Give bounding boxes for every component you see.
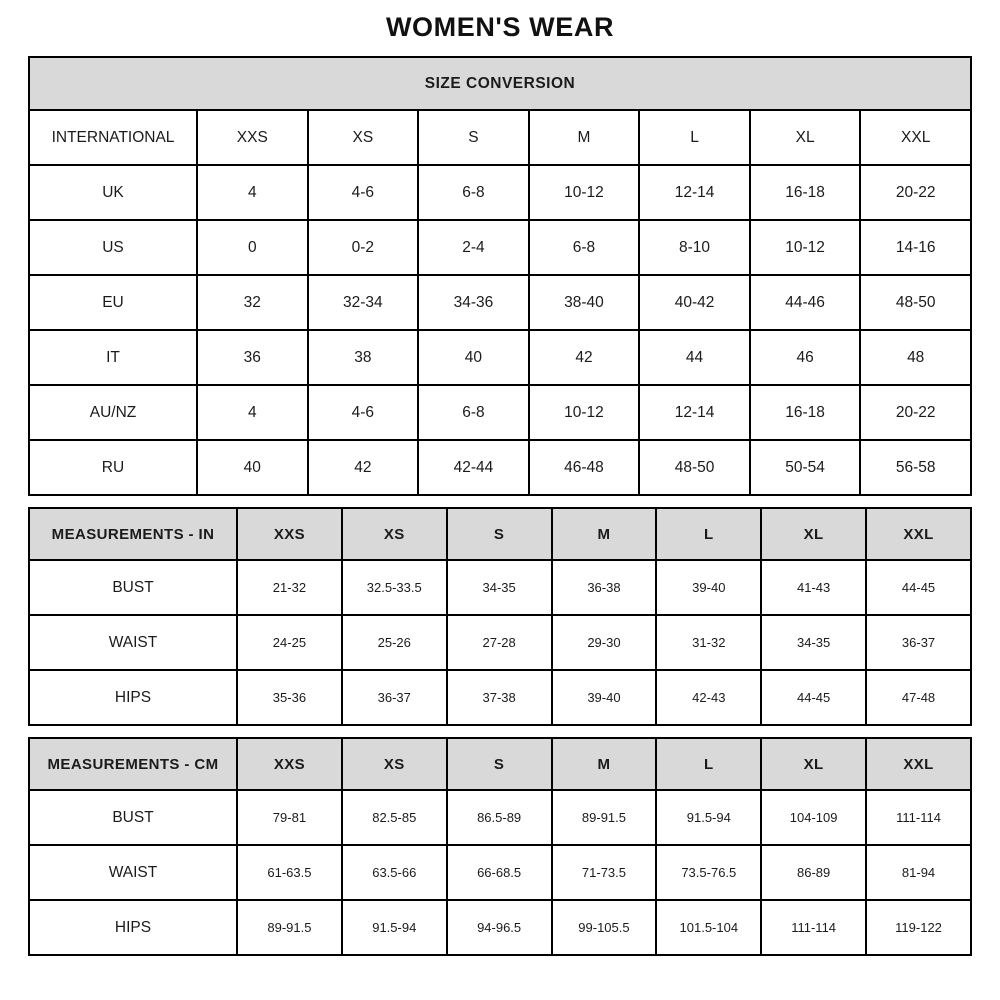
table-cell-bust-xxl: 111-114 [866,790,971,845]
table-cell-au-nz-l: 12-14 [639,385,750,440]
table-cell-uk-s: 6-8 [418,165,529,220]
column-header-measurements-in: MEASUREMENTS - IN [29,508,237,560]
table-cell-hips-m: 99-105.5 [552,900,657,955]
table-row-hips [29,900,971,955]
table-cell-hips-xs: 91.5-94 [342,900,447,955]
column-header-international: INTERNATIONAL [29,110,197,165]
row-label-hips: HIPS [29,670,237,725]
table-cell-ru-l: 48-50 [639,440,750,495]
table-cell-ru-xxl: 56-58 [860,440,971,495]
table-cell-bust-xs: 32.5-33.5 [342,560,447,615]
table-cell-hips-xl: 44-45 [761,670,866,725]
column-header-s: S [418,110,529,165]
table-cell-uk-xxl: 20-22 [860,165,971,220]
table-cell-us-m: 6-8 [529,220,640,275]
row-label-uk: UK [29,165,197,220]
column-header-m: M [552,738,657,790]
table-cell-uk-m: 10-12 [529,165,640,220]
table-row-us [29,220,971,275]
table-cell-waist-xs: 63.5-66 [342,845,447,900]
column-header-m: M [552,508,657,560]
table-cell-eu-xs: 32-34 [308,275,419,330]
table-row-waist [29,845,971,900]
column-header-m: M [529,110,640,165]
table-cell-eu-l: 40-42 [639,275,750,330]
measurements-in-header-row [29,508,971,560]
table-cell-it-xxs: 36 [197,330,308,385]
table-cell-us-l: 8-10 [639,220,750,275]
column-header-xl: XL [750,110,861,165]
measurements-cm-header-row [29,738,971,790]
row-label-ru: RU [29,440,197,495]
table-row-bust [29,790,971,845]
table-cell-eu-s: 34-36 [418,275,529,330]
table-cell-ru-xs: 42 [308,440,419,495]
column-header-xxs: XXS [237,508,342,560]
row-label-hips: HIPS [29,900,237,955]
table-cell-it-xs: 38 [308,330,419,385]
table-cell-us-xl: 10-12 [750,220,861,275]
table-cell-hips-s: 37-38 [447,670,552,725]
table-cell-bust-l: 91.5-94 [656,790,761,845]
column-header-xl: XL [761,738,866,790]
table-cell-bust-xs: 82.5-85 [342,790,447,845]
table-cell-eu-xxs: 32 [197,275,308,330]
table-cell-hips-s: 94-96.5 [447,900,552,955]
table-cell-ru-xxs: 40 [197,440,308,495]
table-cell-waist-xxl: 81-94 [866,845,971,900]
table-cell-it-s: 40 [418,330,529,385]
table-cell-waist-s: 66-68.5 [447,845,552,900]
row-label-au-nz: AU/NZ [29,385,197,440]
table-cell-au-nz-m: 10-12 [529,385,640,440]
column-header-xxl: XXL [866,738,971,790]
row-label-eu: EU [29,275,197,330]
table-cell-bust-l: 39-40 [656,560,761,615]
table-cell-hips-xxl: 47-48 [866,670,971,725]
table-cell-waist-s: 27-28 [447,615,552,670]
table-cell-au-nz-xxl: 20-22 [860,385,971,440]
table-cell-it-xxl: 48 [860,330,971,385]
table-cell-hips-xxs: 35-36 [237,670,342,725]
measurements-in-table [28,507,972,726]
table-cell-us-xxl: 14-16 [860,220,971,275]
column-header-xxl: XXL [866,508,971,560]
table-cell-waist-l: 73.5-76.5 [656,845,761,900]
size-chart-page [28,0,972,956]
table-cell-au-nz-xxs: 4 [197,385,308,440]
table-cell-waist-l: 31-32 [656,615,761,670]
table-row-eu [29,275,971,330]
column-header-l: L [639,110,750,165]
column-header-measurements-cm: MEASUREMENTS - CM [29,738,237,790]
table-cell-it-l: 44 [639,330,750,385]
table-cell-hips-xxs: 89-91.5 [237,900,342,955]
measurements-cm-table [28,737,972,956]
table-cell-bust-m: 89-91.5 [552,790,657,845]
table-cell-au-nz-xs: 4-6 [308,385,419,440]
table-cell-hips-m: 39-40 [552,670,657,725]
column-header-xs: XS [342,738,447,790]
table-cell-bust-m: 36-38 [552,560,657,615]
table-cell-bust-s: 86.5-89 [447,790,552,845]
table-cell-bust-s: 34-35 [447,560,552,615]
table-cell-bust-xxl: 44-45 [866,560,971,615]
table-cell-bust-xl: 104-109 [761,790,866,845]
table-cell-bust-xl: 41-43 [761,560,866,615]
table-cell-bust-xxs: 79-81 [237,790,342,845]
table-cell-au-nz-s: 6-8 [418,385,529,440]
size-conversion-header-row [29,110,971,165]
table-cell-waist-xxs: 61-63.5 [237,845,342,900]
size-conversion-title-row [29,57,971,110]
table-cell-ru-m: 46-48 [529,440,640,495]
table-cell-uk-l: 12-14 [639,165,750,220]
row-label-bust: BUST [29,790,237,845]
table-cell-hips-xxl: 119-122 [866,900,971,955]
table-cell-uk-xl: 16-18 [750,165,861,220]
table-row-hips [29,670,971,725]
table-cell-uk-xxs: 4 [197,165,308,220]
table-cell-waist-xs: 25-26 [342,615,447,670]
size-conversion-title: SIZE CONVERSION [29,57,971,110]
table-cell-waist-xxl: 36-37 [866,615,971,670]
table-row-bust [29,560,971,615]
table-cell-it-xl: 46 [750,330,861,385]
table-cell-waist-xxs: 24-25 [237,615,342,670]
table-cell-uk-xs: 4-6 [308,165,419,220]
table-cell-hips-xl: 111-114 [761,900,866,955]
table-cell-us-xxs: 0 [197,220,308,275]
page-title: WOMEN'S WEAR [385,12,615,42]
table-row-ru [29,440,971,495]
column-header-l: L [656,508,761,560]
table-cell-waist-xl: 34-35 [761,615,866,670]
size-conversion-table [28,56,972,496]
table-cell-ru-xl: 50-54 [750,440,861,495]
column-header-xl: XL [761,508,866,560]
table-cell-eu-xxl: 48-50 [860,275,971,330]
table-row-au-nz [29,385,971,440]
table-cell-bust-xxs: 21-32 [237,560,342,615]
table-cell-eu-m: 38-40 [529,275,640,330]
table-row-it [29,330,971,385]
row-label-bust: BUST [29,560,237,615]
row-label-it: IT [29,330,197,385]
table-cell-eu-xl: 44-46 [750,275,861,330]
table-cell-hips-l: 101.5-104 [656,900,761,955]
column-header-xxl: XXL [860,110,971,165]
table-cell-waist-m: 71-73.5 [552,845,657,900]
column-header-xs: XS [308,110,419,165]
column-header-xs: XS [342,508,447,560]
table-cell-us-s: 2-4 [418,220,529,275]
table-cell-au-nz-xl: 16-18 [750,385,861,440]
table-cell-it-m: 42 [529,330,640,385]
row-label-waist: WAIST [29,845,237,900]
table-cell-us-xs: 0-2 [308,220,419,275]
row-label-us: US [29,220,197,275]
column-header-xxs: XXS [197,110,308,165]
table-cell-hips-l: 42-43 [656,670,761,725]
table-cell-waist-xl: 86-89 [761,845,866,900]
column-header-l: L [656,738,761,790]
column-header-xxs: XXS [237,738,342,790]
table-cell-waist-m: 29-30 [552,615,657,670]
column-header-s: S [447,508,552,560]
table-row-uk [29,165,971,220]
table-row-waist [29,615,971,670]
table-cell-hips-xs: 36-37 [342,670,447,725]
table-cell-ru-s: 42-44 [418,440,529,495]
row-label-waist: WAIST [29,615,237,670]
column-header-s: S [447,738,552,790]
